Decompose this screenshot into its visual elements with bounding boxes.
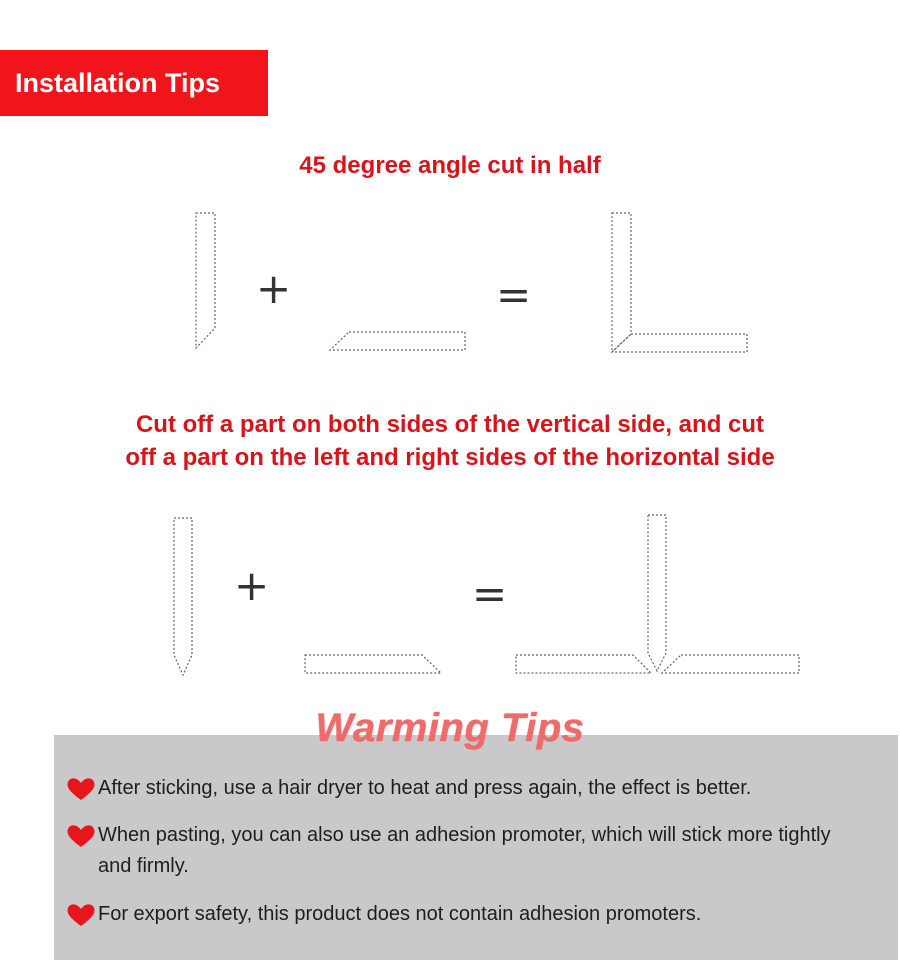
heart-icon (66, 903, 96, 927)
tip-item-1 (66, 773, 866, 804)
diagram-pointed-cut-svg (0, 505, 900, 690)
equals-sign: = (496, 270, 532, 319)
section2-title (0, 408, 900, 474)
plus-sign: + (256, 264, 292, 313)
diagram-45-degree (0, 200, 900, 370)
section1-title: 45 degree angle cut in half (299, 152, 601, 179)
section2-title-line1: Cut off a part on both sides of the vertical side, and cut (135, 411, 765, 438)
result-left-horizontal (516, 655, 651, 673)
result-right-horizontal (662, 655, 799, 673)
tip-text-1: After sticking, use a hair dryer to heat and press again, the effect is better. (98, 777, 752, 799)
warming-tips-title: Warming Tips (315, 706, 585, 750)
tip-text-3: For export safety, this product does not contain adhesion promoters. (98, 903, 702, 925)
tip-item-3 (66, 899, 866, 930)
heart-icon (66, 777, 96, 801)
tip-text-2: When pasting, you can also use an adhesion promoter, which will stick more tightly and firmly. (98, 824, 831, 877)
section2-title-line2: off a part on the left and right sides of the horizontal side (125, 444, 775, 471)
installation-tips-badge: Installation Tips (0, 50, 268, 116)
vertical-piece-pointed (174, 518, 192, 675)
plus-sign-2: + (234, 561, 270, 610)
diagram-pointed-cut (0, 505, 900, 690)
heart-icon (66, 824, 96, 848)
tip-item-2 (66, 820, 866, 882)
result-horizontal-45 (612, 334, 747, 352)
diagram-45-degree-svg (0, 200, 900, 370)
result-vertical-pointed (648, 515, 666, 671)
equals-sign-2: = (472, 569, 508, 618)
horizontal-piece-slanted (305, 655, 441, 673)
horizontal-piece-45 (330, 332, 465, 350)
vertical-piece-45 (196, 213, 215, 348)
result-vertical-45 (612, 213, 631, 352)
